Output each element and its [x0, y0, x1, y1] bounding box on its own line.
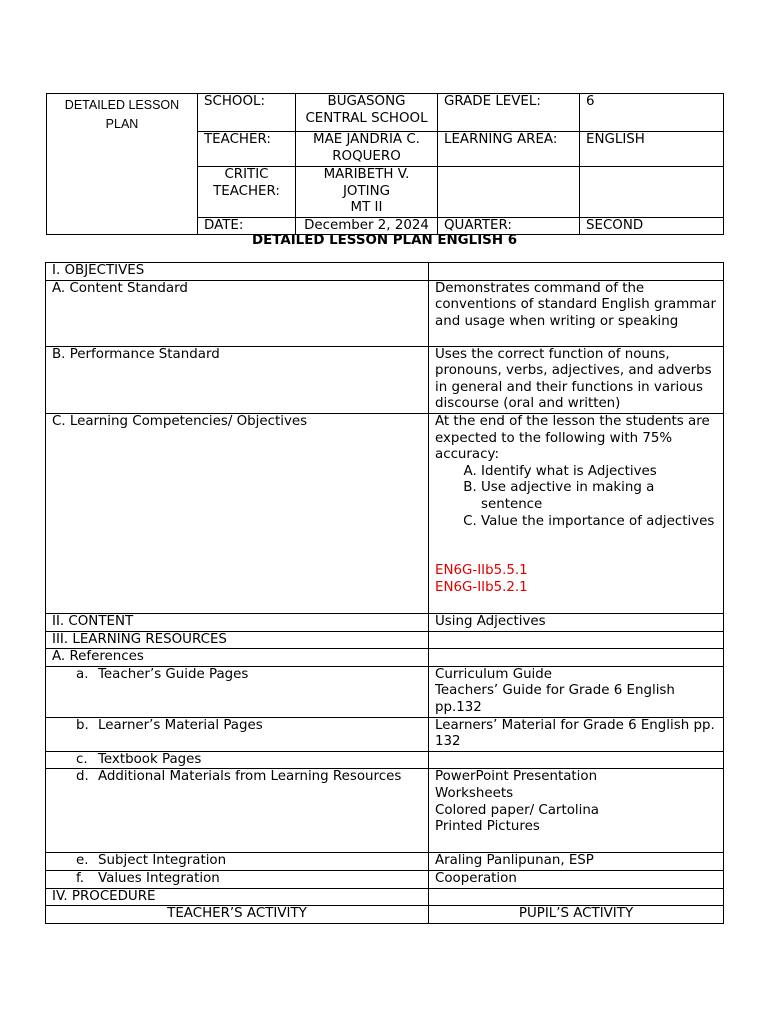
empty-cell	[429, 888, 724, 906]
subject-integration-label	[46, 853, 429, 871]
subject-integration-value: Araling Panlipunan, ESP	[429, 853, 724, 871]
competencies-value	[429, 413, 724, 613]
empty-cell	[438, 167, 580, 218]
textbook-pages-text: Textbook Pages	[98, 751, 202, 767]
objectives-label: I. OBJECTIVES	[46, 263, 429, 281]
material-item: PowerPoint Presentation	[435, 769, 598, 785]
teacher-activity-header: TEACHER’S ACTIVITY	[46, 906, 429, 924]
learners-material-label	[46, 717, 429, 751]
critic-teacher-position: MT II	[350, 200, 383, 216]
critic-teacher-label: CRITIC TEACHER:	[198, 167, 296, 218]
teacher-value: MAE JANDRIA C. ROQUERO	[296, 132, 438, 167]
content-standard-value: Demonstrates command of the conventions of standard English grammar and usage when writing or speaking	[429, 280, 724, 346]
list-marker: f.	[76, 870, 84, 886]
learning-area-value: ENGLISH	[580, 132, 724, 167]
performance-standard-value: Uses the correct function of nouns, pronouns, verbs, adjectives, and adverbs in general and their functions in various discourse (oral and written)	[429, 346, 724, 413]
teachers-guide-text: Teacher’s Guide Pages	[98, 666, 249, 682]
list-marker: e.	[76, 853, 89, 869]
date-label: DATE:	[198, 217, 296, 235]
critic-teacher-value	[296, 167, 438, 218]
empty-cell	[429, 751, 724, 769]
values-integration-value: Cooperation	[429, 870, 724, 888]
subject-integration-text: Subject Integration	[98, 853, 227, 869]
additional-materials-text: Additional Materials from Learning Resources	[98, 769, 402, 785]
content-label: II. CONTENT	[46, 613, 429, 631]
quarter-value: SECOND	[580, 217, 724, 235]
competency-code: EN6G-IIb5.2.1	[435, 579, 528, 595]
teachers-guide-label	[46, 666, 429, 717]
competencies-intro: At the end of the lesson the students are expected to the following with 75% accuracy:	[435, 413, 710, 463]
school-label: SCHOOL:	[198, 94, 296, 132]
competency-item: A. Identify what is Adjectives	[481, 464, 717, 481]
pupil-activity-header: PUPIL’S ACTIVITY	[429, 906, 724, 924]
references-label: A. References	[46, 649, 429, 667]
content-value: Using Adjectives	[429, 613, 724, 631]
school-value: BUGASONG CENTRAL SCHOOL	[296, 94, 438, 132]
values-integration-text: Values Integration	[98, 870, 220, 886]
competencies-list	[435, 464, 717, 530]
competencies-label: C. Learning Competencies/ Objectives	[46, 413, 429, 613]
lesson-plan-table	[45, 262, 724, 924]
teachers-guide-line: Teachers’ Guide for Grade 6 English pp.132	[435, 683, 675, 715]
empty-cell	[429, 263, 724, 281]
empty-cell	[580, 167, 724, 218]
teachers-guide-value	[429, 666, 724, 717]
empty-cell	[429, 649, 724, 667]
list-marker: a.	[76, 666, 89, 682]
grade-level-value: 6	[580, 94, 724, 132]
quarter-label: QUARTER:	[438, 217, 580, 235]
list-marker: b.	[76, 717, 89, 733]
document-title: DETAILED LESSON PLAN ENGLISH 6	[251, 233, 518, 248]
additional-materials-label	[46, 769, 429, 853]
learning-area-label: LEARNING AREA:	[438, 132, 580, 167]
grade-level-label: GRADE LEVEL:	[438, 94, 580, 132]
procedure-label: IV. PROCEDURE	[46, 888, 429, 906]
teachers-guide-line: Curriculum Guide	[435, 666, 553, 682]
additional-materials-value	[429, 769, 724, 853]
competency-code: EN6G-IIb5.5.1	[435, 563, 528, 579]
content-standard-label: A. Content Standard	[46, 280, 429, 346]
competency-item: C. Value the importance of adjectives	[481, 514, 717, 531]
material-item: Colored paper/ Cartolina	[435, 802, 600, 818]
learning-resources-label: III. LEARNING RESOURCES	[46, 631, 429, 649]
lesson-plan-label: DETAILED LESSON PLAN	[47, 94, 198, 235]
teacher-label: TEACHER:	[198, 132, 296, 167]
learners-material-value: Learners’ Material for Grade 6 English pp. 132	[429, 717, 724, 751]
material-item: Worksheets	[435, 785, 514, 801]
competency-item: B. Use adjective in making a sentence	[481, 480, 717, 513]
list-marker: c.	[76, 751, 88, 767]
textbook-pages-label	[46, 751, 429, 769]
list-marker: d.	[76, 769, 89, 785]
empty-cell	[429, 631, 724, 649]
critic-teacher-name: MARIBETH V. JOTING	[323, 167, 410, 199]
date-value: December 2, 2024	[296, 217, 438, 235]
learners-material-text: Learner’s Material Pages	[98, 717, 263, 733]
header-table	[46, 93, 724, 235]
material-item: Printed Pictures	[435, 819, 540, 835]
values-integration-label	[46, 870, 429, 888]
performance-standard-label: B. Performance Standard	[46, 346, 429, 413]
